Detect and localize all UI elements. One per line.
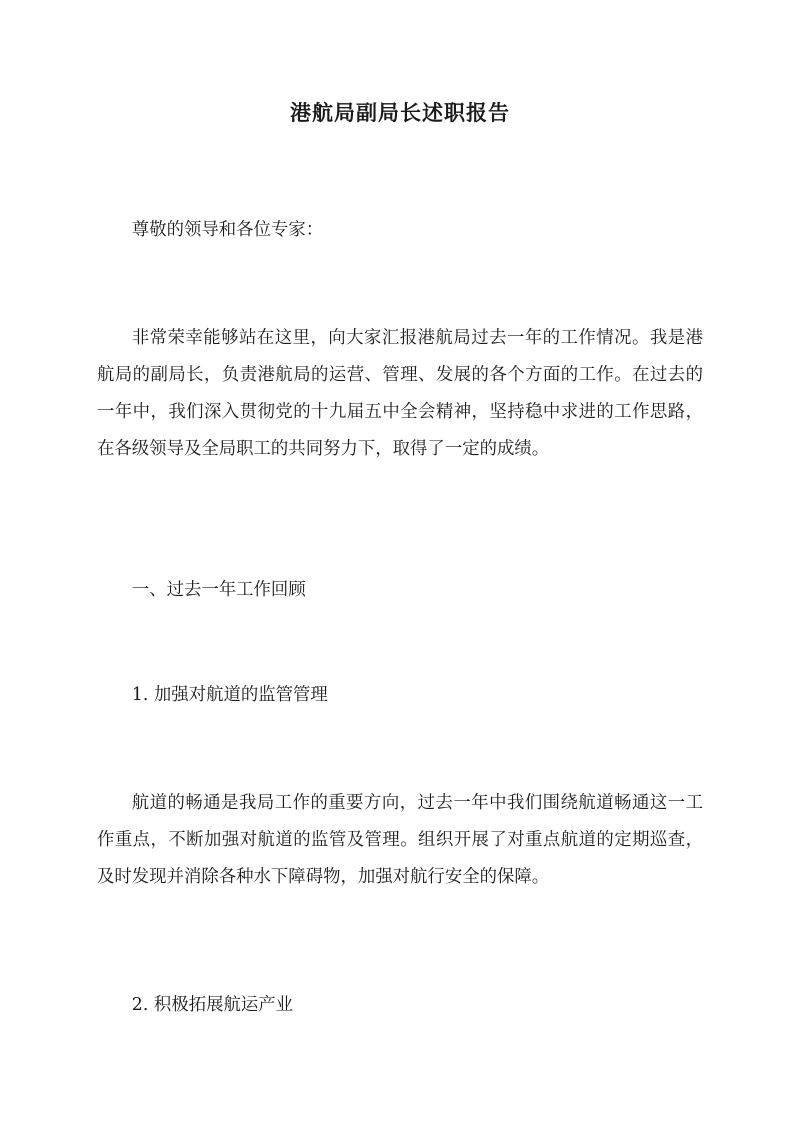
item-heading-shipping-industry: 2. 积极拓展航运产业 — [131, 995, 294, 1015]
intro-paragraph: 非常荣幸能够站在这里，向大家汇报港航局过去一年的工作情况。我是港航局的副局长，负责港航局的运营、管理、发展的各个方面的工作。在过去的一年中，我们深入贯彻党的十九届五中全会精神，坚持稳中求进的工作思路，在各级领导及全局职工的共同努力下，取得了一定的成绩。 — [97, 328, 703, 459]
greeting-paragraph: 尊敬的领导和各位专家： — [131, 220, 324, 240]
document-title: 港航局副局长述职报告 — [290, 100, 510, 125]
item-heading-waterway-supervision: 1. 加强对航道的监管管理 — [131, 685, 328, 705]
waterway-supervision-paragraph: 航道的畅通是我局工作的重要方向，过去一年中我们围绕航道畅通这一工作重点，不断加强对航道的监管及管理。组织开展了对重点航道的定期巡查，及时发现并消除各种水下障碍物，加强对航行安全的保障。 — [97, 793, 703, 887]
section-heading-review: 一、过去一年工作回顾 — [131, 580, 306, 600]
